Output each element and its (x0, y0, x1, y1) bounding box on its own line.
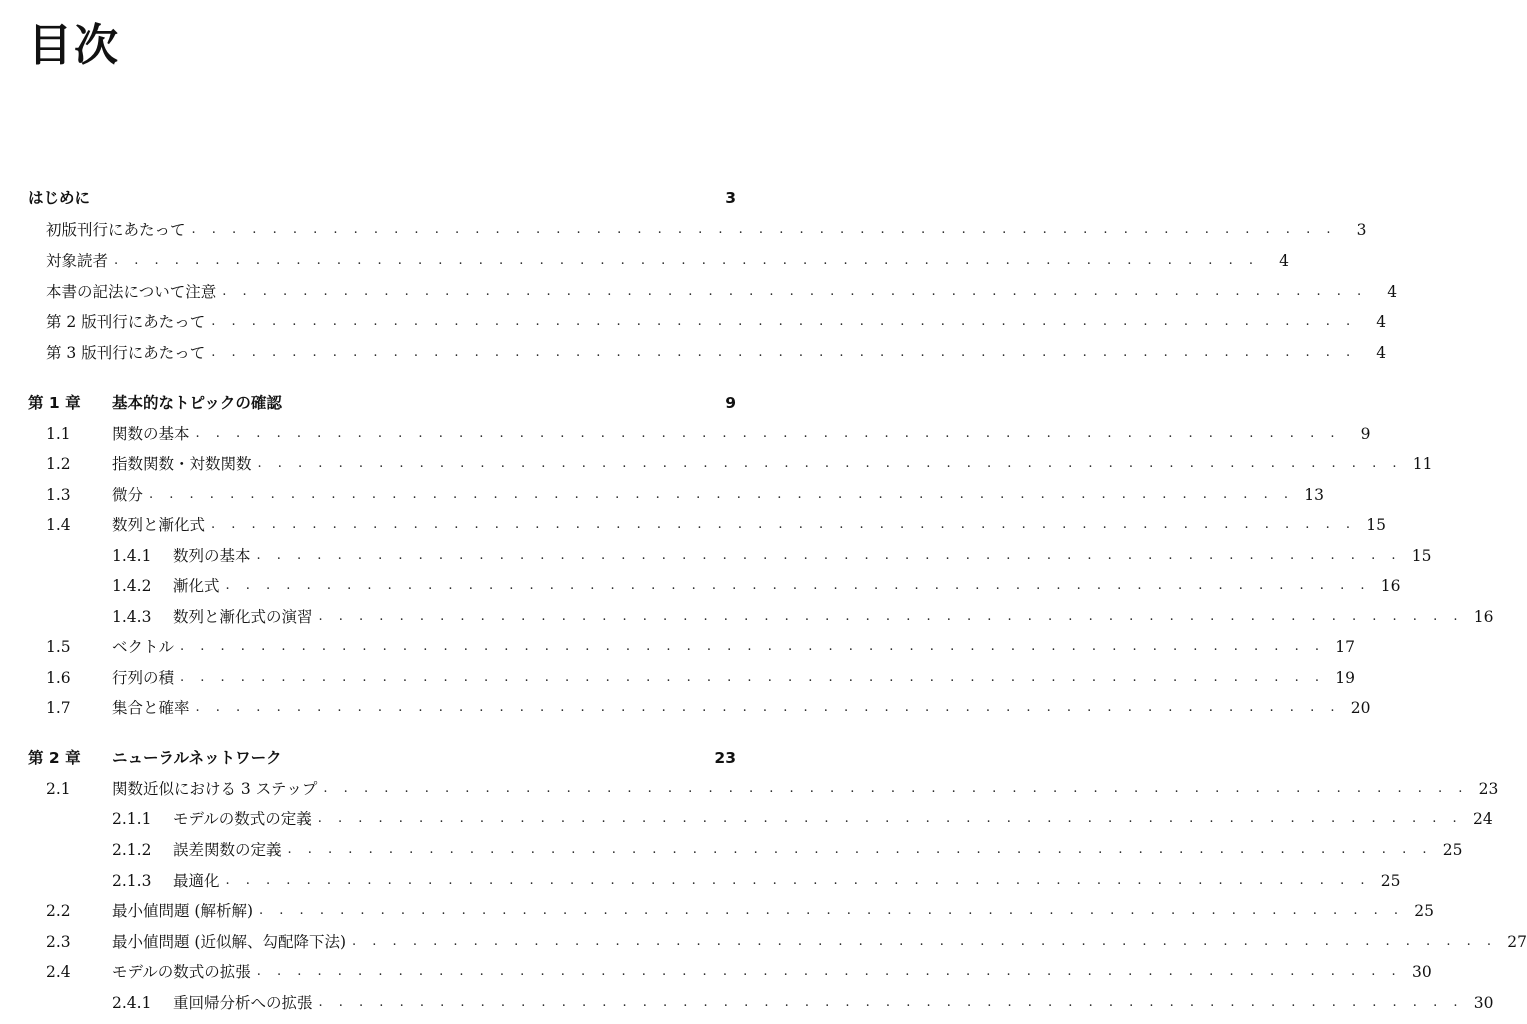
toc-subsection-number: 2.4.1 (112, 994, 152, 1012)
toc-chapter-number: 第 2 章 (28, 749, 81, 767)
toc-page-number: 4 (1387, 283, 1398, 301)
toc-entry[interactable] (28, 775, 1499, 799)
toc-page-number: 25 (1442, 841, 1463, 859)
toc-entry[interactable] (28, 958, 1432, 982)
toc-page-number: 25 (1380, 872, 1401, 890)
toc-page-number: 30 (1411, 963, 1432, 981)
toc-page-number: 4 (1279, 252, 1289, 270)
dot-leader: . . . . . . . . . . . . . . . . . . . . . . . . . . . . . . . . . . . . . . . . . . . . . . . . . . . . . . . . . (211, 314, 1357, 329)
toc-subentry[interactable] (28, 805, 1493, 829)
toc-page-number: 27 (1507, 933, 1527, 951)
toc-entry-title: 漸化式 (173, 577, 220, 595)
toc-subsection-number: 1.4.1 (112, 547, 152, 565)
toc-entry-title: 最適化 (173, 872, 220, 890)
toc-chapter-number: 第 1 章 (28, 394, 81, 412)
toc-page-number: 20 (1350, 699, 1371, 717)
toc-subentry[interactable] (28, 572, 1401, 596)
toc-entry[interactable] (28, 511, 1386, 535)
dot-leader: . . . . . . . . . . . . . . . . . . . . . . . . . . . . . . . . . . . . . . . . . . . . . . . . . . . . . . . . . (222, 284, 1368, 299)
dot-leader: . . . . . . . . . . . . . . . . . . . . . . . . . . . . . . . . . . . . . . . . . . . . . . . . . . . . . . . . . (287, 842, 1433, 857)
dot-leader: . . . . . . . . . . . . . . . . . . . . . . . . . . . . . . . . . . . . . . . . . . . . . . . . . . . . . . . . . (114, 253, 1259, 268)
toc-entry-title: 集合と確率 (112, 699, 190, 717)
toc-entry-title: ベクトル (112, 638, 175, 656)
toc-subsection-number: 2.1.2 (112, 841, 152, 859)
toc-page-number: 4 (1376, 344, 1387, 362)
dot-leader: . . . . . . . . . . . . . . . . . . . . . . . . . . . . . . . . . . . . . . . . . . . . . . . . . . . . . . . . . (191, 222, 1337, 237)
toc-chapter-title: 基本的なトピックの確認 (112, 394, 282, 412)
toc-page-number: 13 (1304, 486, 1324, 504)
dot-leader: . . . . . . . . . . . . . . . . . . . . . . . . . . . . . . . . . . . . . . . . . . . . . . . . . . . . . . . . . (180, 639, 1325, 654)
toc-page-number: 24 (1472, 810, 1493, 828)
dot-leader: . . . . . . . . . . . . . . . . . . . . . . . . . . . . . . . . . . . . . . . . . . . . . . . . . . . . . . . . . (323, 781, 1469, 796)
toc-entry[interactable] (28, 481, 1324, 505)
toc-section-number: 1.1 (46, 425, 71, 443)
toc-page-number: 9 (1360, 425, 1371, 443)
toc-page-number: 3 (1356, 221, 1367, 239)
dot-leader: . . . . . . . . . . . . . . . . . . . . . . . . . . . . . . . . . . . . . . . . . . . . . . . . . . . . . . . . . (211, 345, 1357, 360)
toc-entry[interactable] (28, 420, 1371, 444)
dot-leader: . . . . . . . . . . . . . . . . . . . . . . . . . . . . . . . . . . . . . . . . . . . . . . . . . . . . . . . . . (318, 995, 1464, 1010)
toc-chapter-2[interactable] (28, 744, 736, 768)
toc-entry-title: 微分 (112, 486, 144, 504)
toc-entry[interactable] (28, 928, 1527, 952)
toc-subentry[interactable] (28, 989, 1494, 1013)
dot-leader: . . . . . . . . . . . . . . . . . . . . . . . . . . . . . . . . . . . . . . . . . . . . . . . . . . . . . . . . . (256, 964, 1402, 979)
dot-leader: . . . . . . . . . . . . . . . . . . . . . . . . . . . . . . . . . . . . . . . . . . . . . . . . . . . . . . . . . (259, 903, 1404, 918)
toc-page-number: 11 (1412, 455, 1433, 473)
toc-section-number: 1.6 (46, 669, 71, 687)
dot-leader: . . . . . . . . . . . . . . . . . . . . . . . . . . . . . . . . . . . . . . . . . . . . . . . . . . . . . . . . . (195, 700, 1341, 715)
toc-section-number: 1.4 (46, 516, 71, 534)
toc-subsection-number: 1.4.2 (112, 577, 152, 595)
toc-subentry[interactable] (28, 836, 1463, 860)
toc-page-number: 30 (1473, 994, 1494, 1012)
toc-page-number: 19 (1335, 669, 1355, 687)
toc-entry[interactable] (28, 308, 1387, 332)
toc-entry-title: 最小値問題 (近似解、勾配降下法) (112, 933, 347, 951)
toc-entry-title: 関数近似における 3 ステップ (112, 780, 318, 798)
toc-page-number: 9 (725, 394, 736, 412)
toc-entry-title: 最小値問題 (解析解) (112, 902, 254, 920)
toc-page-number: 4 (1376, 313, 1387, 331)
toc-entry-title: 重回帰分析への拡張 (173, 994, 313, 1012)
dot-leader: . . . . . . . . . . . . . . . . . . . . . . . . . . . . . . . . . . . . . . . . . . . . . . . . . . . . . . . . . (149, 487, 1294, 502)
toc-chapter-1[interactable] (28, 389, 736, 413)
toc-entry-title: モデルの数式の定義 (173, 810, 312, 828)
toc-chapter-title: ニューラルネットワーク (112, 749, 282, 767)
toc-page-number: 15 (1411, 547, 1432, 565)
dot-leader: . . . . . . . . . . . . . . . . . . . . . . . . . . . . . . . . . . . . . . . . . . . . . . . . . . . . . . . . . (225, 873, 1371, 888)
dot-leader: . . . . . . . . . . . . . . . . . . . . . . . . . . . . . . . . . . . . . . . . . . . . . . . . . . . . . . . . . (195, 426, 1341, 441)
dot-leader: . . . . . . . . . . . . . . . . . . . . . . . . . . . . . . . . . . . . . . . . . . . . . . . . . . . . . . . . . (257, 456, 1403, 471)
dot-leader: . . . . . . . . . . . . . . . . . . . . . . . . . . . . . . . . . . . . . . . . . . . . . . . . . . . . . . . . . (180, 670, 1325, 685)
toc-subentry[interactable] (28, 867, 1401, 891)
toc-page-number: 16 (1473, 608, 1494, 626)
toc-entry-title: 初版刊行にあたって (46, 221, 186, 239)
toc-entry[interactable] (28, 664, 1355, 688)
toc-section-number: 1.2 (46, 455, 71, 473)
toc-heading-title: はじめに (28, 189, 91, 207)
toc-section-number: 1.5 (46, 638, 71, 656)
toc-page-number: 23 (714, 749, 736, 767)
toc-page-number: 23 (1478, 780, 1499, 798)
dot-leader: . . . . . . . . . . . . . . . . . . . . . . . . . . . . . . . . . . . . . . . . . . . . . . . . . . . . . . . . . (318, 609, 1464, 624)
toc-entry-title: 第 3 版刊行にあたって (46, 344, 206, 362)
toc-subentry[interactable] (28, 542, 1432, 566)
dot-leader: . . . . . . . . . . . . . . . . . . . . . . . . . . . . . . . . . . . . . . . . . . . . . . . . . . . . . . . . . (225, 578, 1371, 593)
toc-page-number: 3 (725, 189, 736, 207)
toc-entry-title: 関数の基本 (112, 425, 190, 443)
toc-section-number: 1.7 (46, 699, 71, 717)
toc-entry-title: 本書の記法について注意 (46, 283, 217, 301)
toc-entry[interactable] (28, 278, 1398, 302)
toc-section-number: 2.3 (46, 933, 71, 951)
dot-leader: . . . . . . . . . . . . . . . . . . . . . . . . . . . . . . . . . . . . . . . . . . . . . . . . . . . . . . . . . (256, 548, 1402, 563)
toc-page-number: 25 (1414, 902, 1434, 920)
toc-entry-title: 第 2 版刊行にあたって (46, 313, 206, 331)
toc-entry[interactable] (28, 897, 1434, 921)
toc-entry-title: 誤差関数の定義 (173, 841, 282, 859)
toc-entry[interactable] (28, 450, 1433, 474)
toc-page-number: 16 (1380, 577, 1401, 595)
toc-entry-title: 指数関数・対数関数 (112, 455, 252, 473)
toc-heading-intro[interactable] (28, 184, 736, 208)
toc-subsection-number: 2.1.3 (112, 872, 152, 890)
toc-subsection-number: 2.1.1 (112, 810, 152, 828)
toc-entry[interactable] (28, 633, 1355, 657)
toc-section-number: 2.2 (46, 902, 71, 920)
toc-section-number: 2.1 (46, 780, 71, 798)
toc-section-number: 1.3 (46, 486, 71, 504)
toc-entry-title: 数列の基本 (173, 547, 251, 565)
toc-entry[interactable] (28, 247, 1289, 271)
toc-entry-title: 数列と漸化式の演習 (173, 608, 313, 626)
toc-entry-title: 対象読者 (46, 252, 109, 270)
dot-leader: . . . . . . . . . . . . . . . . . . . . . . . . . . . . . . . . . . . . . . . . . . . . . . . . . . . . . . . . . (317, 811, 1463, 826)
toc-entry-title: モデルの数式の拡張 (112, 963, 251, 981)
toc-entry-title: 行列の積 (112, 669, 175, 687)
page-title: 目次 (28, 20, 120, 71)
toc-entry-title: 数列と漸化式 (112, 516, 206, 534)
toc-subentry[interactable] (28, 603, 1494, 627)
toc-subsection-number: 1.4.3 (112, 608, 152, 626)
toc-page-number: 15 (1366, 516, 1386, 534)
toc-entry[interactable] (28, 694, 1371, 718)
toc-section-number: 2.4 (46, 963, 71, 981)
toc-entry[interactable] (28, 216, 1367, 240)
toc-page-number: 17 (1335, 638, 1355, 656)
dot-leader: . . . . . . . . . . . . . . . . . . . . . . . . . . . . . . . . . . . . . . . . . . . . . . . . . . . . . . . . . (352, 934, 1497, 949)
toc-entry[interactable] (28, 339, 1387, 363)
dot-leader: . . . . . . . . . . . . . . . . . . . . . . . . . . . . . . . . . . . . . . . . . . . . . . . . . . . . . . . . . (211, 517, 1356, 532)
